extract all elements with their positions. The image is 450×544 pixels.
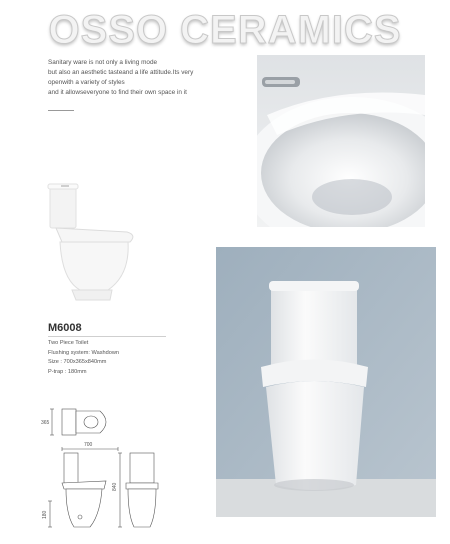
technical-drawing [40,405,180,537]
top-view-tank [62,409,76,435]
toilet-thumbnail [42,180,142,315]
dim-width-label: 365 [41,420,50,426]
spec-line: Size : 700x365x840mm [48,359,107,365]
spec-line: Two Piece Toilet [48,340,89,346]
intro-text [48,58,253,98]
spec-list [48,339,208,377]
intro-line: and it allowseveryone to find their own space in it [48,89,187,96]
dim-length-label: 700 [84,442,93,448]
toilet-photo [216,247,436,517]
dim-height-label: 840 [112,482,118,491]
spec-line: Flushing system: Washdown [48,349,119,356]
intro-line: Sanitary ware is not only a living mode [48,59,158,66]
bowl-closeup-photo [257,55,425,227]
top-view-bowl [76,411,106,433]
brand-title: OSSO CERAMICS [48,8,402,52]
intro-line: openwith a variety of styles [48,79,125,86]
spec-line: P-trap : 180mm [48,368,87,375]
intro-line: but also an aesthetic tasteand a life attitude.Its very [48,69,194,76]
spec-divider [48,336,166,337]
intro-divider [48,110,74,111]
model-number: M6008 [48,322,82,334]
dim-trap-label: 180 [42,510,48,519]
